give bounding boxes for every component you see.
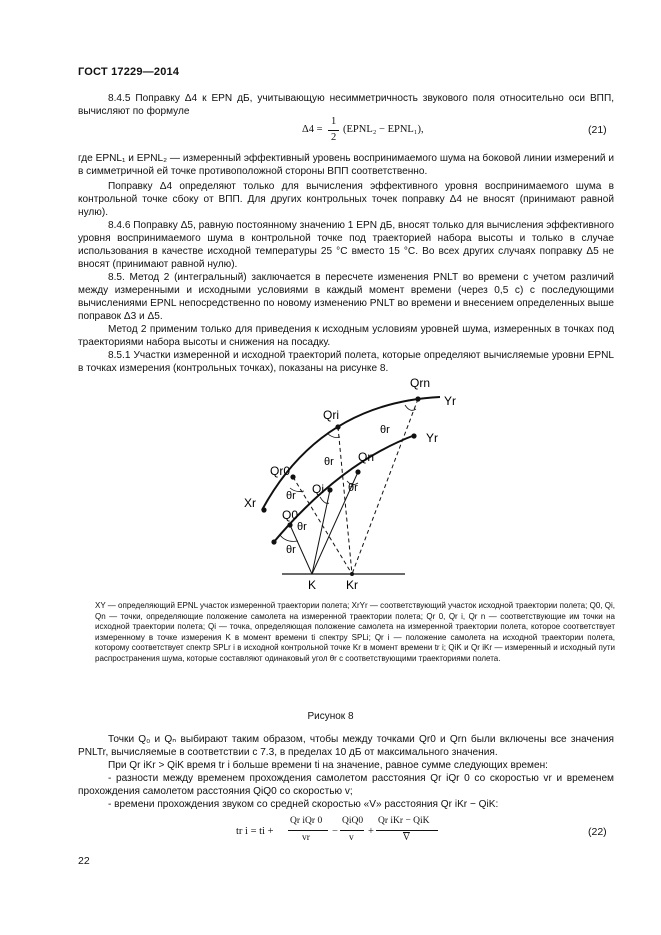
paragraph-points: Точки Q₀ и Qₙ выбирают таким образом, чтобы между точками Qr0 и Qrn были включены все значения PNLTr, вычисляемые в соответствии с 7.3, в пределах 10 дБ от максимального значения. [78,734,614,758]
label-yr-reference: Yr [444,394,456,408]
label-theta: θr [286,544,296,556]
standard-header: ГОСТ 17229—2014 [78,66,180,78]
formula-21-denominator: 2 [331,132,337,143]
label-kr: Kr [346,578,358,592]
formula-22-plus: + [368,826,374,837]
paragraph-where: где EPNL₁ и EPNL₂ — измеренный эффективный уровень воспринимаемого шума на боковой линии измерений и в симметричной ей точке противоположной стороны ВПП соответственно. [78,153,614,177]
point-xr [261,507,266,512]
label-theta: θr [324,456,334,468]
label-xr: Xr [244,496,256,510]
formula-22-f1-den: vr [302,833,310,843]
point-qn [355,469,360,474]
label-theta: θr [297,521,307,533]
label-qr0: Qr0 [270,464,291,478]
label-qn: Qn [358,450,375,464]
paragraph-difference: - разности между временем прохождения самолетом расстояния Qr iQr 0 со скоростью vr и временем прохождения самолетом расстояния QiQ0 со скоростью v; [78,773,614,797]
fraction-bar [340,830,364,831]
label-theta: θr [380,424,390,436]
formula-22-f3-num: Qr iKr − QiK [378,816,430,826]
formula-21-numerator: 1 [331,116,337,127]
fraction-bar [288,830,328,831]
label-qri: Qri [323,408,339,422]
figure-note: XY — определяющий EPNL участок измеренной траектории полета; XrYr — соответствующий участок исходной траектории полета; Q0, Qi, Qn — точки, определяющие положение самолета на измеренной траектории полета; Qr 0, Qr i, Qr n — соответствующие им точки на исходной траектории полета; Qi — точка, определяющая положение самолета на измеренной траектории полета, которое соответствует измеренному в точке измерения K в момент времени ti спектру SPLi; Qr i — положение самолета на исходной траектории полета, которому соответствует спектр SPLr i в исходной контрольной точке Kr в момент времени tr i; QiK и Qr iKr — измеренный и исходный пути распространения шума, которые составляют одинаковый угол θr с соответствующими траекториями полета. [95,601,615,663]
label-q0: Q0 [282,508,299,522]
line-qri-kr [338,427,352,574]
label-qrn: Qrn [410,376,431,390]
label-yr-measured: Yr [426,431,438,445]
paragraph-when: При Qr iKr > QiK время tr i больше времени ti на значение, равное сумме следующих времен: [108,760,548,771]
point-measured-start [271,539,276,544]
point-qrn [415,396,420,401]
formula-21-rhs: (EPNL₂ − EPNL₁), [343,124,424,135]
paragraph-sound: - времени прохождения звуком со средней скоростью «V» расстояния Qr iKr − QiK: [108,799,499,810]
paragraph-8-5-1: 8.5.1 Участки измеренной и исходной траекторий полета, которые определяют вычисляемые уровни EPNL в точках измерения (контрольных точках), показаны на рисунке 8. [78,350,614,374]
fraction-bar [328,130,339,131]
formula-22-f3-den: $\overline{V}$ [403,833,410,843]
formula-22-lhs: tr i = ti + [236,826,274,837]
point-measured-end [411,433,416,438]
paragraph-method2: Метод 2 применим только для приведения к исходным условиям уровней шума, измеренных в точках под траекториями набора высоты и снижения на посадку. [78,324,614,348]
label-theta: θr [286,490,296,502]
formula-21-lhs: Δ4 = [302,124,323,135]
formula-22-f2-den: v [349,833,354,843]
point-qi [327,487,332,492]
point-kr [350,572,354,576]
equation-number-22: (22) [588,826,607,838]
label-qi: Qi [312,482,324,496]
figure-8-diagram [230,375,470,600]
equation-number-21: (21) [588,124,607,136]
paragraph-8-5: 8.5. Метод 2 (интегральный) заключается в пересчете изменения PNLT во времени с учетом различий между измеренными и исходными условиями в каждый момент времени (через 0,5 с) с последующими вычислениями EPNL непосредственно по новому изменению PNLT во времени и внесением определенных выше поправок Δ3 и Δ5. [78,272,614,322]
formula-22-minus: − [332,826,338,837]
point-q0 [287,522,292,527]
paragraph-8-4-5: 8.4.5 Поправку Δ4 к EPN дБ, учитывающую несимметричность звукового поля относительно оси ВПП, вычисляют по формуле [78,93,614,117]
paragraph-delta4: Поправку Δ4 определяют только для вычисления эффективного уровня воспринимаемого шума в контрольной точке сбоку от ВПП. Для других контрольных точек поправку Δ4 не вносят (принимают равной нулю). [78,181,614,218]
figure-caption: Рисунок 8 [307,711,354,722]
fraction-bar [376,830,438,831]
point-qr0 [290,474,295,479]
point-qri [335,424,340,429]
paragraph-8-4-6: 8.4.6 Поправку Δ5, равную постоянному значению 1 EPN дБ, вносят только для вычисления эффективного уровня воспринимаемого шума в контрольной точке под траекторией набора высоты и только в случае использования в качестве исходной температуры 25 °С вместо 15 °С. Во всех других случаях поправку Δ5 не вносят (принимают равной нулю). [78,220,614,270]
line-qi-k [312,490,330,574]
label-theta: θr [348,482,358,494]
page-number: 22 [78,855,90,867]
formula-22-f2-num: QiQ0 [342,816,364,826]
formula-22-f1-num: Qr iQr 0 [290,816,323,826]
measured-trajectory [273,435,415,543]
label-k: K [308,578,317,592]
